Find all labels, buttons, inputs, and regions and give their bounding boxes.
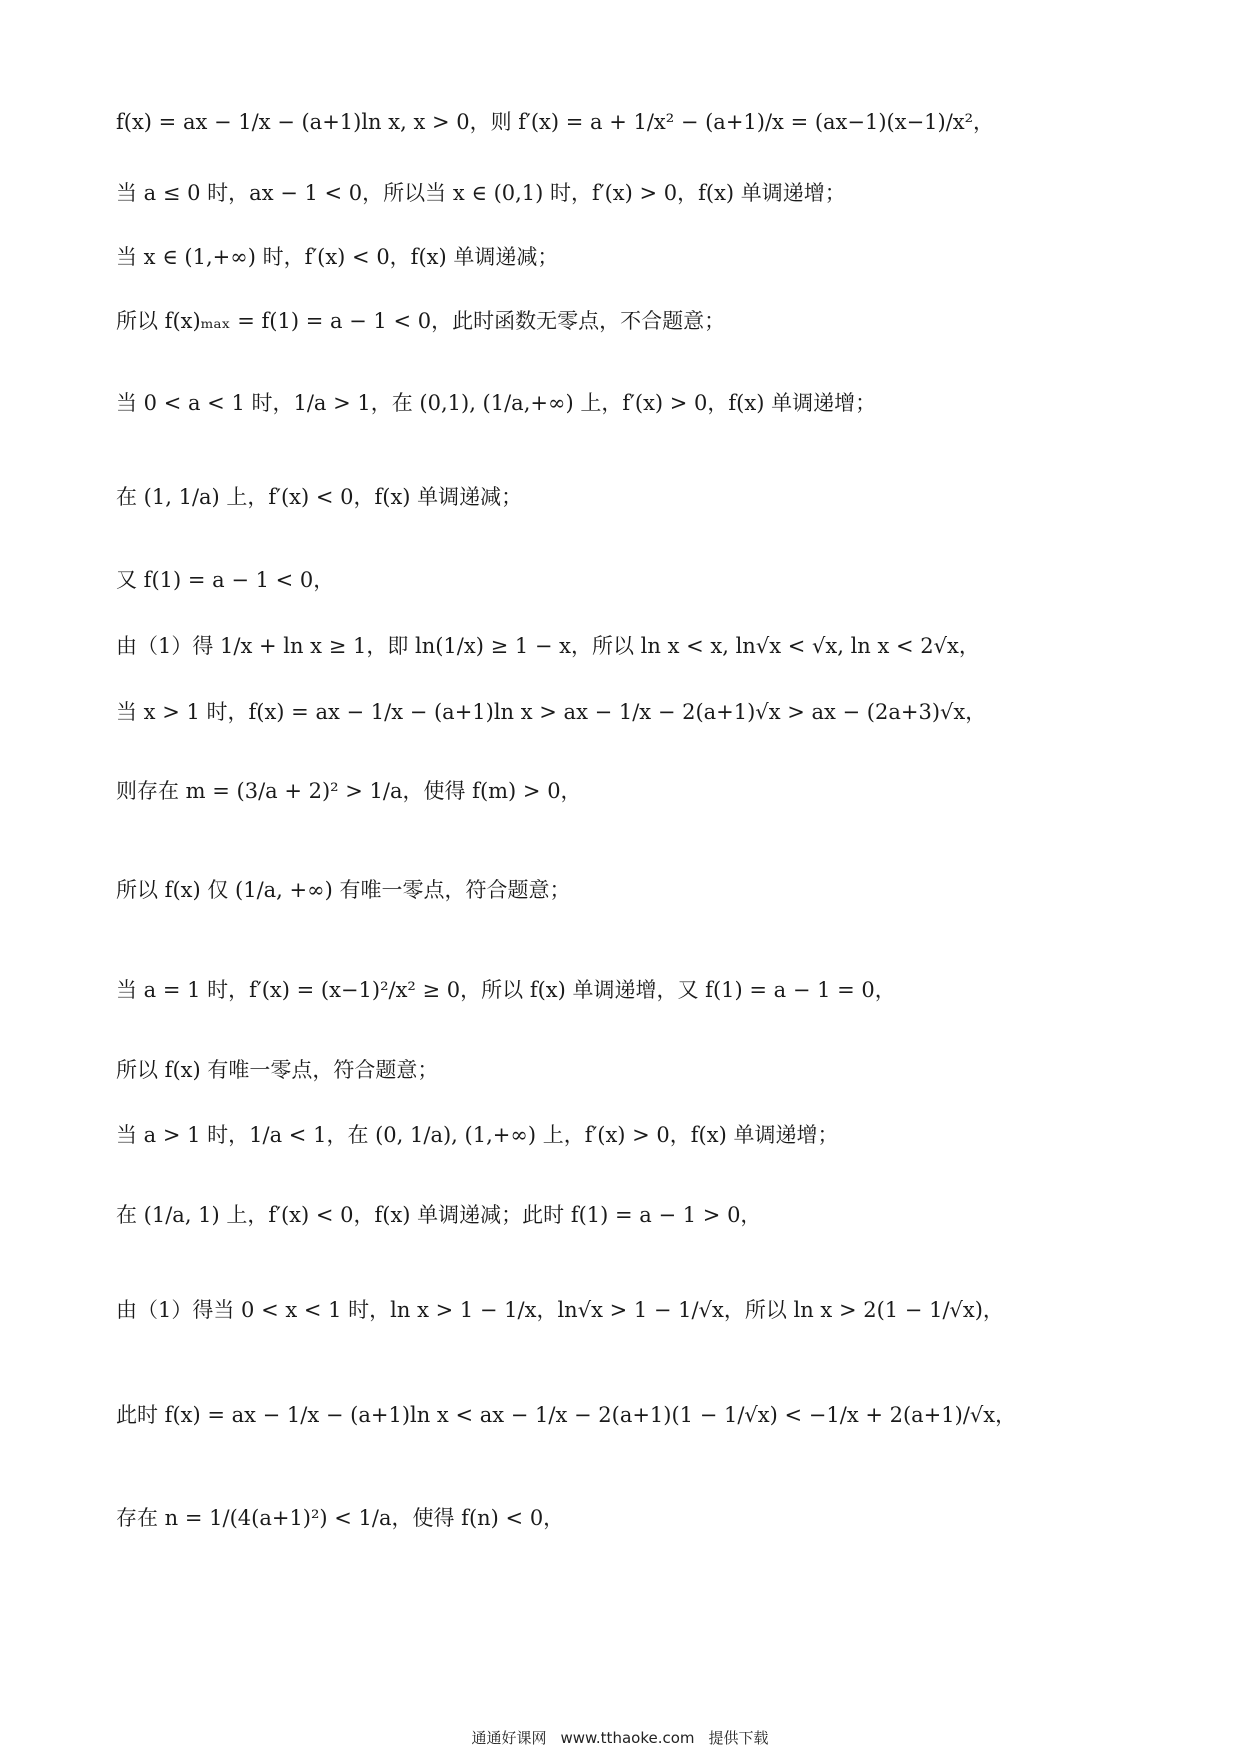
solution-line-2: 当 a ≤ 0 时，ax − 1 < 0，所以当 x ∈ (0,1) 时，f′(x) > 0，f(x) 单调递增； (116, 181, 846, 205)
solution-line-1: f(x) = ax − 1/x − (a+1)ln x, x > 0，则 f′(x) = a + 1/x² − (a+1)/x = (ax−1)(x−1)/x²， (116, 110, 995, 134)
solution-line-7: 又 f(1) = a − 1 < 0， (116, 568, 335, 592)
solution-line-6: 在 (1, 1/a) 上，f′(x) < 0，f(x) 单调递减； (116, 485, 523, 509)
solution-line-3: 当 x ∈ (1,+∞) 时，f′(x) < 0，f(x) 单调递减； (116, 245, 559, 269)
footer-url: www.tthaoke.com (560, 1729, 695, 1747)
solution-line-11: 所以 f(x) 仅 (1/a, +∞) 有唯一零点，符合题意； (116, 878, 571, 902)
footer-site-name: 通通好课网 (471, 1729, 547, 1747)
solution-line-10: 则存在 m = (3/a + 2)² > 1/a，使得 f(m) > 0， (116, 779, 582, 803)
solution-line-4: 所以 f(x)ₘₐₓ = f(1) = a − 1 < 0，此时函数无零点，不合题意； (116, 309, 726, 333)
solution-line-13: 所以 f(x) 有唯一零点，符合题意； (116, 1058, 439, 1082)
page-footer (0, 1727, 1240, 1748)
solution-line-5: 当 0 < a < 1 时，1/a > 1，在 (0,1), (1/a,+∞) 上，f′(x) > 0，f(x) 单调递增； (116, 391, 877, 415)
solution-line-15: 在 (1/a, 1) 上，f′(x) < 0，f(x) 单调递减；此时 f(1) = a − 1 > 0， (116, 1203, 762, 1227)
solution-line-17: 此时 f(x) = ax − 1/x − (a+1)ln x < ax − 1/x − 2(a+1)(1 − 1/√x) < −1/x + 2(a+1)/√x， (116, 1403, 1017, 1427)
solution-line-14: 当 a > 1 时，1/a < 1，在 (0, 1/a), (1,+∞) 上，f′(x) > 0，f(x) 单调递增； (116, 1123, 839, 1147)
solution-line-16: 由（1）得当 0 < x < 1 时，ln x > 1 − 1/x，ln√x > 1 − 1/√x，所以 ln x > 2(1 − 1/√x)， (116, 1298, 1004, 1322)
solution-line-9: 当 x > 1 时，f(x) = ax − 1/x − (a+1)ln x > ax − 1/x − 2(a+1)√x > ax − (2a+3)√x， (116, 700, 987, 724)
solution-line-18: 存在 n = 1/(4(a+1)²) < 1/a，使得 f(n) < 0， (116, 1506, 565, 1530)
solution-line-12: 当 a = 1 时，f′(x) = (x−1)²/x² ≥ 0，所以 f(x) 单调递增，又 f(1) = a − 1 = 0， (116, 978, 896, 1002)
solution-line-8: 由（1）得 1/x + ln x ≥ 1，即 ln(1/x) ≥ 1 − x，所以 ln x < x, ln√x < √x, ln x < 2√x， (116, 634, 980, 658)
footer-suffix: 提供下载 (708, 1729, 769, 1747)
